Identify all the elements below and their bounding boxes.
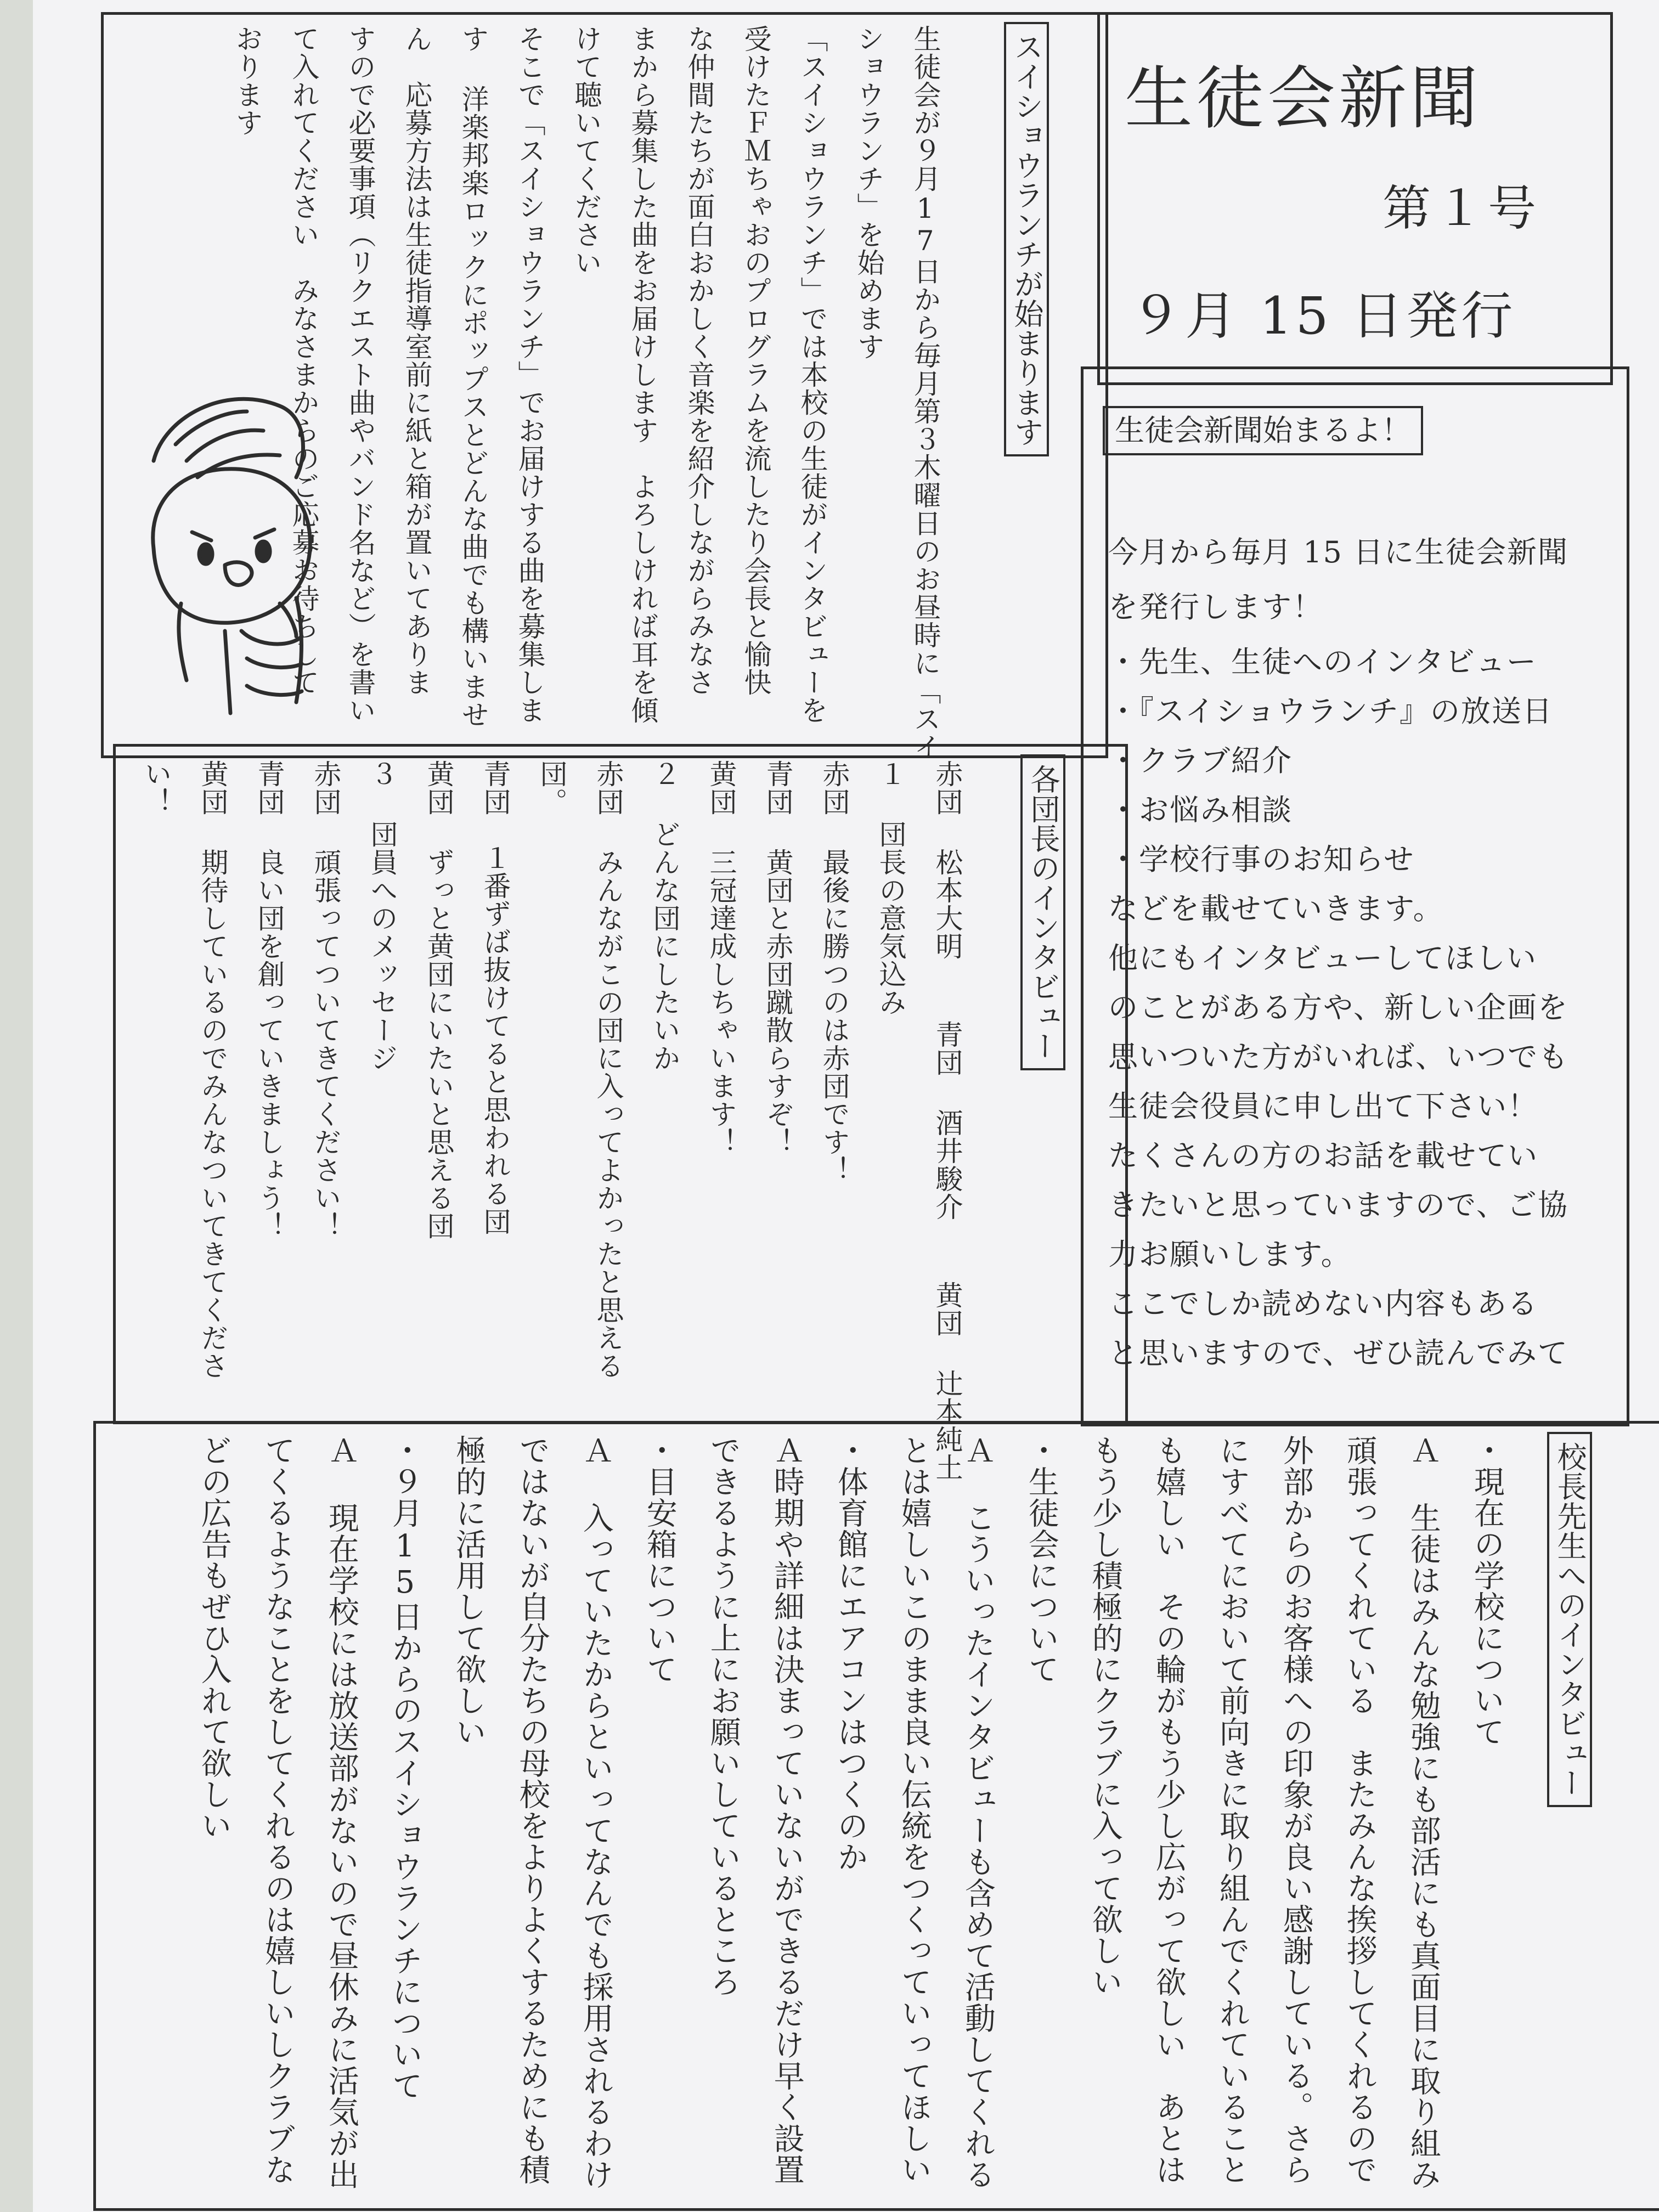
- lunch-column: まから募集した曲をお届けします よろしければ耳を傾: [627, 25, 659, 724]
- notice-line: ・クラブ紹介: [1108, 743, 1293, 778]
- notice-line: 生徒会役員に申し出て下さい！: [1108, 1089, 1538, 1124]
- notice-line: のことがある方や、新しい企画を: [1108, 990, 1568, 1025]
- lunch-column: す 洋楽邦楽ロックにポップスとどんな曲でも構いませ: [457, 25, 489, 729]
- principal-column: Ａ 入っていたからといってなんでも採用されるわけ: [578, 1435, 614, 2190]
- captains-column: 団。: [535, 760, 568, 816]
- captains-column: 赤団 松本大明 青団 酒井駿介 黄団 辻本純土: [931, 760, 963, 1481]
- lunch-column: て入れてください みなさまからのご応募お待ちして: [287, 25, 320, 696]
- captains-column: 赤団 みんながこの団に入ってよかったと思える: [592, 760, 624, 1380]
- lunch-column: けて聴いてください: [570, 25, 602, 276]
- captains-column: 青団 １番ずば抜けてると思われる団: [479, 760, 511, 1235]
- principal-column: もう少し積極的にクラブに入って欲しい: [1087, 1435, 1123, 1997]
- principal-column: Ａ時期や詳細は決まっていないができるだけ早く設置: [769, 1435, 805, 2185]
- notice-line: 思いついた方がいれば、いつでも: [1108, 1040, 1569, 1074]
- lunch-column: な仲間たちが面白おかしく音楽を紹介しながらみなさ: [683, 25, 715, 696]
- captains-column: 赤団 最後に勝つのは赤団です！: [818, 760, 850, 1184]
- notice-line: ・『スイショウランチ』の放送日: [1108, 694, 1553, 729]
- principal-column: にすべてにおいて前向きに取り組んでくれていること: [1214, 1435, 1250, 2185]
- notice-line: たくさんの方のお話を載せてい: [1108, 1138, 1538, 1173]
- lunch-column: 受けたＦＭちゃおのプログラムを流したり会長と愉快: [740, 25, 772, 696]
- principal-column: も嬉しい その輪がもう少し広がって欲しい あとは: [1150, 1435, 1187, 2185]
- captains-column: 青団 良い団を創っていきましょう！: [253, 760, 285, 1240]
- notice-line: ここでしか読めない内容もある: [1108, 1286, 1538, 1321]
- newspaper-title: 生徒会新聞: [1125, 59, 1482, 138]
- principal-column: ・９月15日からのスイショウランチについて: [387, 1435, 423, 2101]
- captains-column: ２ どんな団にしたいか: [648, 760, 681, 1072]
- notice-line: を発行します！: [1108, 590, 1323, 624]
- principal-column: 極的に活用して欲しい: [450, 1435, 487, 1747]
- notice-line: 他にもインタビューしてほしい: [1108, 941, 1537, 975]
- principal-column: ではないが自分たちの母校をよりよくするためにも積: [514, 1435, 550, 2185]
- principal-column: ・現在の学校について: [1469, 1435, 1505, 1747]
- principal-column: Ａ 現在学校には放送部がないので昼休みに活気が出: [323, 1435, 359, 2190]
- lunch-heading: スイショウランチが始まります: [1004, 22, 1049, 456]
- lunch-column: 「スイショウランチ」では本校の生徒がインタビューを: [796, 25, 828, 724]
- principal-column: 頑張ってくれている またみんな挨拶してくれるので: [1341, 1435, 1378, 2185]
- newspaper-page: [33, 0, 1659, 2212]
- principal-column: できるように上にお願いしているところ: [705, 1435, 741, 1997]
- principal-column: どの広告もぜひ入れて欲しい: [196, 1435, 232, 1841]
- notice-line: などを載せていきます。: [1108, 891, 1444, 926]
- principal-column: ・生徒会について: [1023, 1435, 1059, 1685]
- notice-line: 力お願いします。: [1108, 1237, 1352, 1272]
- captains-column: 黄団 期待しているのでみんなついてきてくださ: [196, 760, 229, 1380]
- captains-column: 黄団 三冠達成しちゃいます！: [705, 760, 737, 1156]
- principal-column: てくるようなことをしてくれるのは嬉しいしクラブな: [259, 1435, 296, 2185]
- notice-line: 今月から毎月 15 日に生徒会新聞: [1108, 535, 1569, 569]
- captains-column: 青団 黄団と赤団蹴散らすぞ！: [761, 760, 794, 1156]
- lunch-column: おります: [231, 25, 263, 137]
- notice-line: と思いますので、ぜひ読んでみて: [1108, 1336, 1568, 1370]
- principal-column: 外部からのお客様への印象が良い感謝している。さら: [1278, 1435, 1314, 2185]
- principal-column: とは嬉しいこのまま良い伝統をつくっていってほしい: [896, 1435, 932, 2185]
- mascot-chick-illustration: [115, 373, 379, 724]
- principal-column: ・体育館にエアコンはつくのか: [832, 1435, 868, 1872]
- notice-line: ・先生、生徒へのインタビュー: [1108, 645, 1537, 679]
- lunch-column: すので必要事項（リクエスト曲やバンド名など）を書い: [344, 25, 376, 724]
- notice-heading: 生徒会新聞始まるよ！: [1103, 406, 1423, 455]
- principal-column: Ａ 生徒はみんな勉強にも部活にも真面目に取り組み: [1405, 1435, 1441, 2190]
- principal-column: Ａ こういったインタビューも含めて活動してくれる: [960, 1435, 996, 2190]
- captains-column: 黄団 ずっと黄団にいたいと思える団: [422, 760, 455, 1240]
- principal-heading: 校長先生へのインタビュー: [1547, 1432, 1592, 1807]
- issue-date: ９月 15 日発行: [1130, 286, 1516, 346]
- notice-line: ・学校行事のお知らせ: [1108, 842, 1415, 877]
- notice-line: ・お悩み相談: [1108, 793, 1293, 827]
- lunch-column: そこで「スイショウランチ」でお届けする曲を募集しま: [514, 25, 546, 724]
- captains-heading: 各団長のインタビュー: [1020, 754, 1065, 1070]
- lunch-column: ショウランチ」を始めます: [853, 25, 885, 360]
- lunch-column: 生徒会が９月17日から毎月第３木曜日のお昼時に「スイ: [909, 25, 941, 761]
- lunch-column: ん 応募方法は生徒指導室前に紙と箱が置いてありま: [400, 25, 433, 696]
- principal-column: ・目安箱について: [641, 1435, 678, 1685]
- captains-column: １ 団長の意気込み: [874, 760, 907, 1016]
- captains-column: ３ 団員へのメッセージ: [366, 760, 398, 1072]
- issue-number: 第１号: [1383, 180, 1541, 236]
- captains-column: 赤団 頑張ってついてきてください！: [309, 760, 342, 1240]
- notice-line: きたいと思っていますので、ご協: [1108, 1188, 1568, 1222]
- captains-column: い！: [140, 760, 172, 816]
